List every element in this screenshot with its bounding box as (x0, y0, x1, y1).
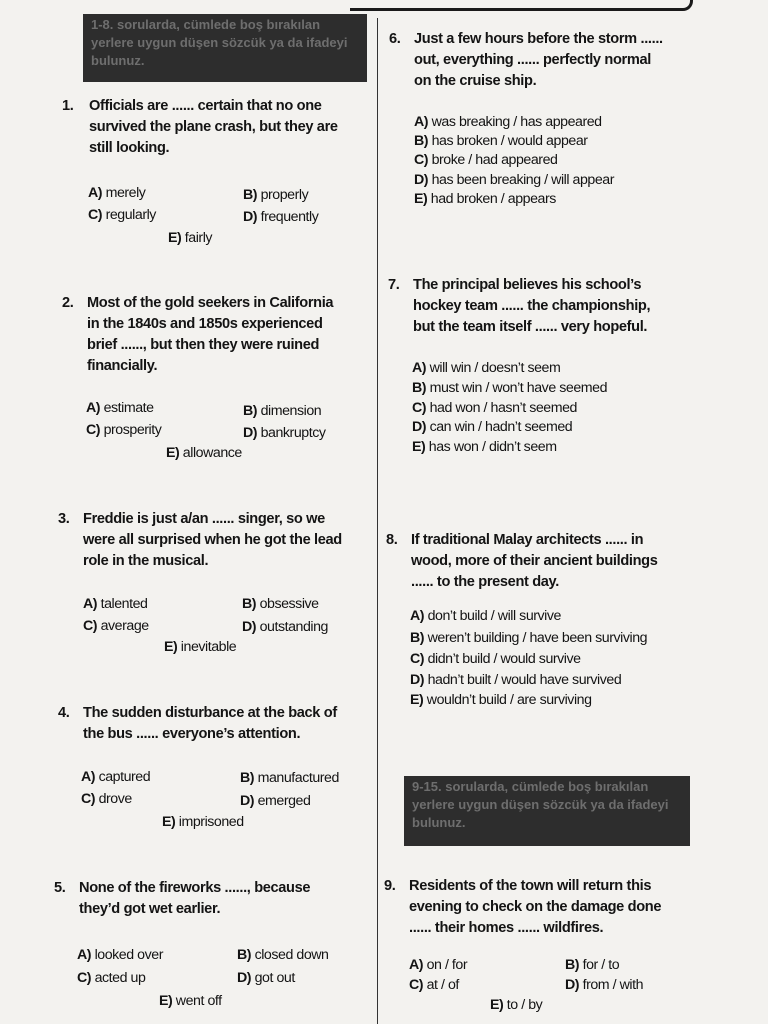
option-text: dimension (260, 403, 322, 419)
option-letter: E) (166, 445, 180, 461)
option-a[interactable] (412, 358, 560, 378)
option-letter: C) (88, 207, 103, 223)
question-9 (384, 876, 696, 942)
option-text: looked over (94, 947, 163, 963)
option-b[interactable] (565, 955, 619, 975)
option-text: had broken / appears (430, 191, 556, 207)
option-a[interactable] (86, 398, 154, 418)
option-d[interactable] (243, 423, 325, 443)
option-text: emerged (257, 793, 311, 809)
instruction-banner-1-8: 1-8. sorularda, cümlede boş bırakılan yerlere uygun düşen sözcük ya da ifadeyi bulunuz. (83, 14, 367, 82)
option-text: can win / hadn’t seemed (429, 419, 573, 435)
question-number: 6. (389, 31, 401, 47)
option-letter: D) (237, 970, 252, 986)
question-7 (388, 275, 698, 341)
option-text: manufactured (257, 770, 339, 786)
option-b[interactable] (412, 378, 607, 398)
option-text: acted up (94, 970, 146, 986)
option-text: has won / didn’t seem (428, 439, 557, 455)
option-b[interactable] (410, 628, 647, 648)
option-letter: D) (410, 672, 425, 688)
question-stem: Residents of the town will return this evening to check on the damage done ...... their homes ...... wildfires. (409, 878, 662, 936)
option-text: has been breaking / will appear (431, 172, 615, 188)
question-stem: The principal believes his school’s hockey team ...... the championship, but the team itself ...... very hopeful. (413, 277, 651, 335)
option-a[interactable] (410, 606, 561, 626)
option-c[interactable] (414, 150, 557, 170)
option-letter: D) (565, 977, 580, 993)
option-letter: A) (412, 360, 427, 376)
option-text: closed down (254, 947, 329, 963)
option-text: frequently (260, 209, 319, 225)
option-letter: D) (414, 172, 429, 188)
option-c[interactable] (83, 616, 149, 636)
option-letter: D) (412, 419, 427, 435)
question-number: 2. (62, 295, 74, 311)
option-letter: E) (412, 439, 426, 455)
option-text: to / by (506, 997, 543, 1013)
question-number: 8. (386, 532, 398, 548)
option-text: hadn’t built / would have survived (427, 672, 622, 688)
option-text: allowance (182, 445, 242, 461)
option-letter: B) (243, 187, 258, 203)
question-number: 3. (58, 511, 70, 527)
option-text: obsessive (259, 596, 319, 612)
option-c[interactable] (88, 205, 156, 225)
column-divider (377, 18, 378, 1024)
question-stem: Just a few hours before the storm ...... out, everything ...... perfectly normal on the cruise ship. (414, 31, 663, 89)
option-text: must win / won’t have seemed (429, 380, 608, 396)
question-stem: Most of the gold seekers in California in the 1840s and 1850s experienced brief ......, but then they were ruined financially. (87, 295, 334, 374)
option-a[interactable] (77, 945, 163, 965)
option-d[interactable] (410, 670, 621, 690)
option-letter: B) (414, 133, 429, 149)
option-letter: E) (164, 639, 178, 655)
option-e[interactable] (164, 637, 236, 657)
option-text: captured (98, 769, 151, 785)
option-letter: C) (81, 791, 96, 807)
option-e[interactable] (166, 443, 242, 463)
option-d[interactable] (240, 791, 310, 811)
option-c[interactable] (412, 398, 577, 418)
option-letter: D) (243, 209, 258, 225)
option-e[interactable] (414, 189, 556, 209)
option-d[interactable] (237, 968, 295, 988)
option-letter: A) (414, 114, 429, 130)
option-text: don’t build / will survive (427, 608, 561, 624)
option-c[interactable] (77, 968, 145, 988)
option-d[interactable] (243, 207, 318, 227)
instruction-banner-9-15: 9-15. sorularda, cümlede boş bırakılan yerlere uygun düşen sözcük ya da ifadeyi bulunuz. (404, 776, 690, 846)
option-letter: D) (242, 619, 257, 635)
option-b[interactable] (243, 401, 321, 421)
option-text: went off (175, 993, 222, 1009)
option-e[interactable] (412, 437, 557, 457)
option-text: for / to (582, 957, 620, 973)
option-letter: E) (159, 993, 173, 1009)
option-letter: E) (414, 191, 428, 207)
option-letter: C) (412, 400, 427, 416)
question-4 (58, 703, 374, 747)
option-b[interactable] (242, 594, 319, 614)
option-letter: E) (168, 230, 182, 246)
option-text: drove (98, 791, 132, 807)
option-text: at / of (426, 977, 459, 993)
option-text: talented (100, 596, 148, 612)
page-edge (350, 0, 693, 11)
option-d[interactable] (414, 170, 614, 190)
option-letter: E) (410, 692, 424, 708)
option-text: imprisoned (178, 814, 244, 830)
question-number: 4. (58, 705, 70, 721)
option-letter: D) (243, 425, 258, 441)
option-text: was breaking / has appeared (431, 114, 602, 130)
option-text: weren’t building / have been surviving (427, 630, 648, 646)
option-letter: B) (242, 596, 257, 612)
option-text: on / for (426, 957, 468, 973)
option-text: outstanding (259, 619, 328, 635)
option-d[interactable] (565, 975, 643, 995)
option-letter: C) (410, 651, 425, 667)
option-text: regularly (105, 207, 156, 223)
question-number: 5. (54, 880, 66, 896)
option-text: prosperity (103, 422, 162, 438)
option-c[interactable] (81, 789, 132, 809)
option-letter: A) (86, 400, 101, 416)
option-c[interactable] (409, 975, 459, 995)
option-text: average (100, 618, 149, 634)
option-text: will win / doesn’t seem (429, 360, 561, 376)
option-letter: C) (409, 977, 424, 993)
option-c[interactable] (86, 420, 161, 440)
option-a[interactable] (81, 767, 150, 787)
option-e[interactable] (490, 995, 542, 1015)
option-b[interactable] (414, 131, 588, 151)
option-text: from / with (582, 977, 644, 993)
option-letter: C) (414, 152, 429, 168)
question-stem: The sudden disturbance at the back of the bus ...... everyone’s attention. (83, 705, 337, 742)
option-text: estimate (103, 400, 154, 416)
option-letter: A) (77, 947, 92, 963)
option-b[interactable] (243, 185, 308, 205)
question-2 (62, 293, 372, 383)
option-letter: B) (240, 770, 255, 786)
option-b[interactable] (237, 945, 329, 965)
question-6 (389, 29, 699, 95)
option-a[interactable] (88, 183, 145, 203)
option-a[interactable] (409, 955, 467, 975)
option-d[interactable] (412, 417, 572, 437)
question-stem: None of the fireworks ......, because they’d got wet earlier. (79, 880, 311, 917)
option-letter: B) (243, 403, 258, 419)
option-letter: E) (490, 997, 504, 1013)
option-e[interactable] (168, 228, 212, 248)
option-a[interactable] (83, 594, 147, 614)
option-text: got out (254, 970, 295, 986)
question-3 (58, 509, 376, 575)
option-e[interactable] (162, 812, 244, 832)
option-a[interactable] (414, 112, 602, 132)
option-b[interactable] (240, 768, 339, 788)
option-letter: D) (240, 793, 255, 809)
option-letter: A) (81, 769, 96, 785)
option-letter: C) (83, 618, 98, 634)
question-stem: Freddie is just a/an ...... singer, so we were all surprised when he got the lead role in the musical. (83, 511, 342, 569)
option-d[interactable] (242, 617, 328, 637)
option-text: had won / hasn’t seemed (429, 400, 577, 416)
option-text: fairly (184, 230, 213, 246)
option-e[interactable] (410, 690, 592, 710)
question-5 (54, 878, 372, 922)
option-letter: B) (237, 947, 252, 963)
option-e[interactable] (159, 991, 222, 1011)
question-number: 9. (384, 878, 396, 894)
question-stem: If traditional Malay architects ...... in wood, more of their ancient buildings ...... to the present day. (411, 532, 658, 590)
option-text: inevitable (180, 639, 237, 655)
option-letter: E) (162, 814, 176, 830)
option-letter: A) (410, 608, 425, 624)
question-stem: Officials are ...... certain that no one survived the plane crash, but they are still looking. (89, 98, 338, 156)
option-letter: B) (412, 380, 427, 396)
question-8 (386, 530, 698, 596)
option-letter: B) (410, 630, 425, 646)
option-letter: A) (83, 596, 98, 612)
question-number: 7. (388, 277, 400, 293)
option-text: bankruptcy (260, 425, 326, 441)
question-number: 1. (62, 98, 74, 114)
option-text: properly (260, 187, 309, 203)
option-text: didn’t build / would survive (427, 651, 581, 667)
option-letter: A) (88, 185, 103, 201)
option-text: broke / had appeared (431, 152, 558, 168)
option-c[interactable] (410, 649, 581, 669)
option-letter: C) (86, 422, 101, 438)
option-letter: A) (409, 957, 424, 973)
option-text: has broken / would appear (431, 133, 588, 149)
option-text: merely (105, 185, 146, 201)
option-text: wouldn’t build / are surviving (426, 692, 592, 708)
option-letter: B) (565, 957, 580, 973)
option-letter: C) (77, 970, 92, 986)
